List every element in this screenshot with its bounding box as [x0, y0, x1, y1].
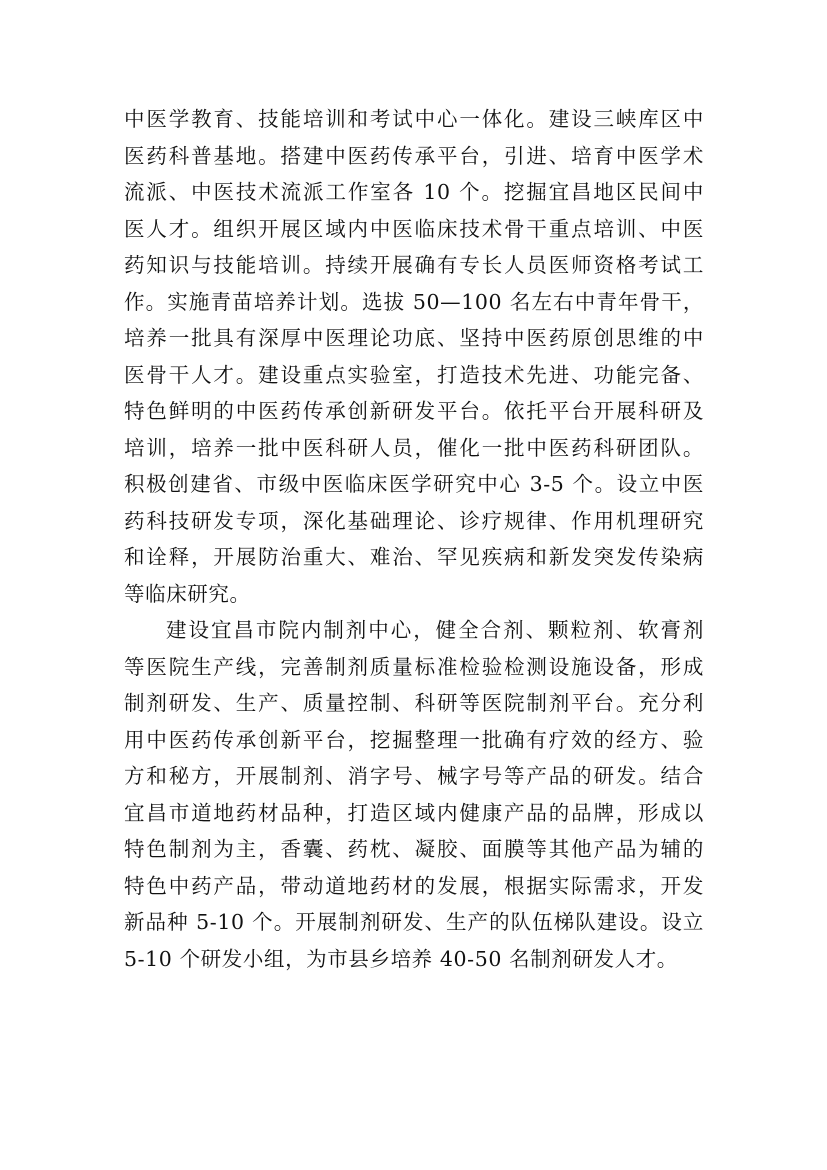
text-line: 培养一批具有深厚中医理论功底、坚持中医药原创思维的中: [124, 326, 704, 350]
text-line: 等临床研究。: [124, 581, 251, 606]
text-line: 药科技研发专项，深化基础理论、诊疗规律、作用机理研究: [124, 508, 704, 533]
text-line: 药知识与技能培训。持续开展确有专长人员医师资格考试工: [124, 253, 704, 277]
text-line: 医人才。组织开展区域内中医临床技术骨干重点培训、中医: [124, 216, 704, 241]
document-body: [124, 101, 704, 977]
text-line: 培训，培养一批中医科研人员，催化一批中医药科研团队。: [124, 435, 704, 460]
text-line: 新品种 5-10 个。开展制剂研发、生产的队伍梯队建设。设立: [124, 910, 704, 934]
text-line: 5-10 个研发小组，为市县乡培养 40-50 名制剂研发人才。: [124, 946, 678, 971]
text-line: 特色中药产品，带动道地药材的发展，根据实际需求，开发: [124, 873, 704, 898]
text-line: 医药科普基地。搭建中医药传承平台，引进、培育中医学术: [124, 143, 704, 168]
text-line: 宜昌市道地药材品种，打造区域内健康产品的品牌，形成以: [124, 800, 704, 825]
text-line: 建设宜昌市院内制剂中心，健全合剂、颗粒剂、软膏剂: [166, 618, 704, 642]
text-line: 特色鲜明的中医药传承创新研发平台。依托平台开展科研及: [124, 399, 704, 423]
paragraph-2: [124, 612, 704, 977]
text-line: 等医院生产线，完善制剂质量标准检验检测设施设备，形成: [124, 654, 704, 679]
text-line: 特色制剂为主，香囊、药枕、凝胶、面膜等其他产品为辅的: [124, 837, 704, 861]
text-line: 制剂研发、生产、质量控制、科研等医院制剂平台。充分利: [124, 691, 704, 715]
text-line: 和诠释，开展防治重大、难治、罕见疾病和新发突发传染病: [124, 545, 704, 569]
text-line: 医骨干人才。建设重点实验室，打造技术先进、功能完备、: [124, 362, 704, 387]
paragraph-1: [124, 101, 704, 612]
text-line: 中医学教育、技能培训和考试中心一体化。建设三峡库区中: [124, 107, 704, 131]
text-line: 作。实施青苗培养计划。选拔 50—100 名左右中青年骨干，: [124, 289, 704, 314]
text-line: 流派、中医技术流派工作室各 10 个。挖掘宜昌地区民间中: [124, 180, 704, 204]
text-line: 积极创建省、市级中医临床医学研究中心 3-5 个。设立中医: [124, 472, 704, 496]
text-line: 用中医药传承创新平台，挖掘整理一批确有疗效的经方、验: [124, 727, 704, 752]
text-line: 方和秘方，开展制剂、消字号、械字号等产品的研发。结合: [124, 764, 704, 788]
